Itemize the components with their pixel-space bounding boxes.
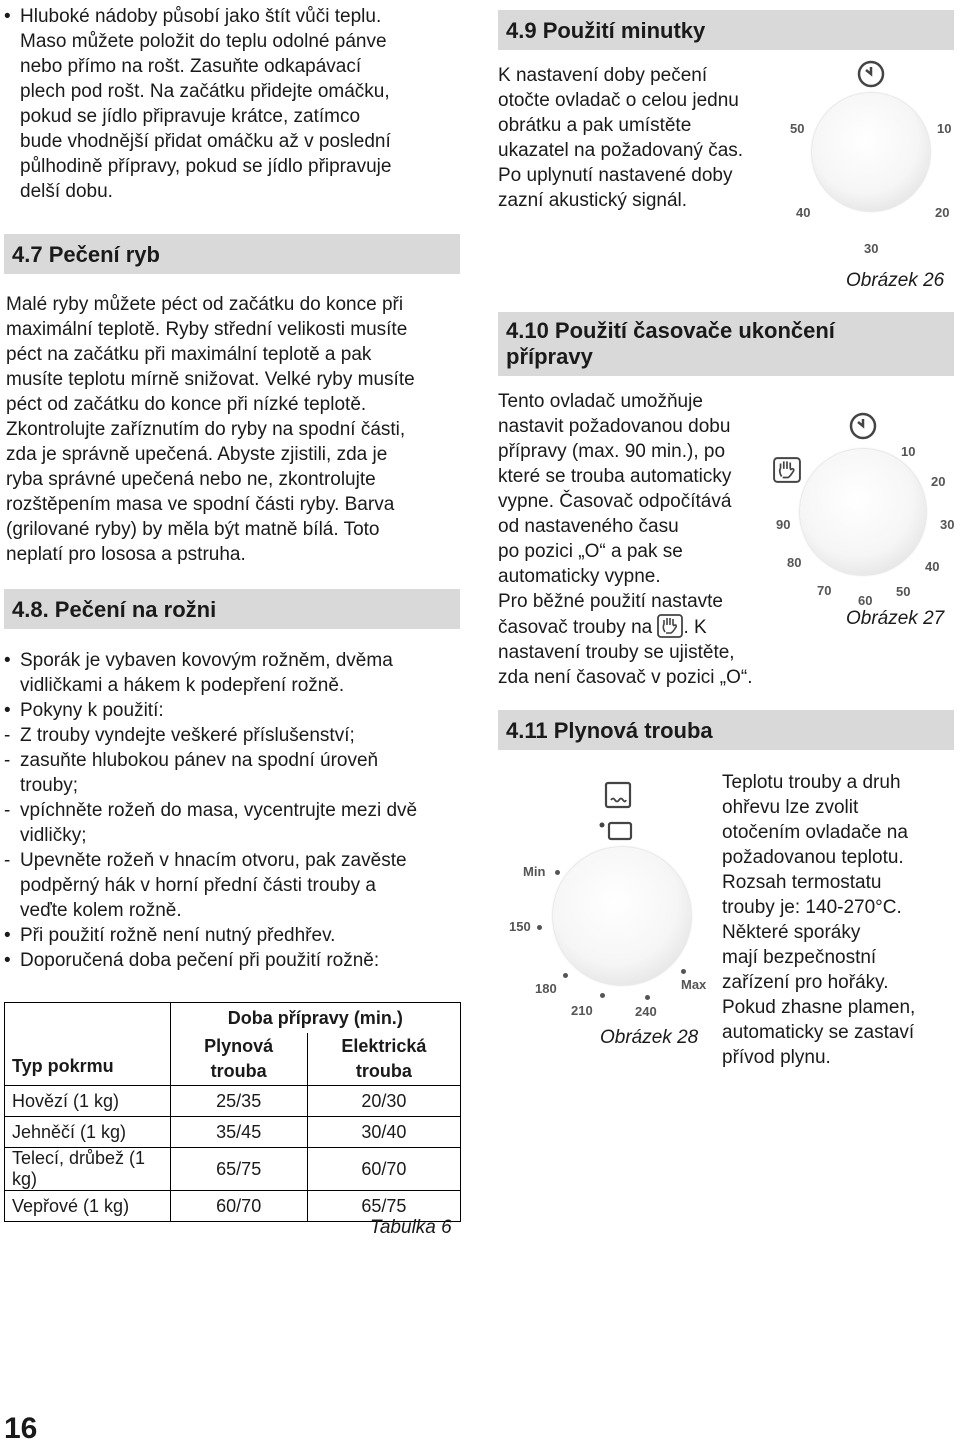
- text-line: zazní akustický signál.: [498, 190, 688, 211]
- list-item: • Sporák je vybaven kovovým rožněm, dvěma: [4, 648, 464, 673]
- dial-label: 60: [858, 593, 873, 608]
- dial-label: 40: [796, 205, 811, 220]
- cell: Jehněčí (1 kg): [5, 1117, 171, 1148]
- dial-label: 240: [635, 1004, 657, 1019]
- cell: 30/40: [307, 1117, 460, 1148]
- text-line: otočením ovladače na: [722, 822, 908, 843]
- list-item: - Z trouby vyndejte veškeré příslušenství;: [4, 723, 464, 748]
- heading-line: 4.10 Použití časovače ukončení: [506, 318, 835, 343]
- section-4-9-text: [498, 63, 788, 213]
- text-line: automaticky se zastaví: [722, 1022, 915, 1043]
- intro-line: Maso můžete položit do teplu odolné pánve: [20, 31, 387, 52]
- dial-dot: [645, 995, 650, 1000]
- list-item: trouby;: [20, 775, 79, 796]
- text-line: Některé sporáky: [722, 922, 861, 943]
- text-line: zda není časovač v pozici „O“.: [498, 667, 753, 688]
- col-header-gas: Plynová trouba: [170, 1033, 307, 1086]
- text-line: neplatí pro lososa a pstruha.: [6, 544, 246, 565]
- text-line: nastavit požadovanou dobu: [498, 416, 731, 437]
- figure-28-caption: Obrázek 28: [600, 1027, 699, 1048]
- text-line: nastavení trouby se ujistěte,: [498, 642, 735, 663]
- list-item: vidličkami a hákem k podepření rožně.: [20, 675, 345, 696]
- cell: Hovězí (1 kg): [5, 1086, 171, 1117]
- intro-line: pokud se jídlo připravuje krátce, zatímco: [20, 106, 361, 127]
- dial-label: 50: [896, 584, 911, 599]
- text-line: přívod plynu.: [722, 1047, 831, 1068]
- grill-icon: [597, 820, 637, 842]
- section-4-7-heading: 4.7 Pečení ryb: [4, 234, 460, 274]
- text-line: od nastaveného času: [498, 516, 679, 537]
- dial-label: 20: [935, 205, 950, 220]
- dial-label: 180: [535, 981, 557, 996]
- dial-label: Max: [681, 977, 707, 992]
- text-line: ukazatel na požadovaný čas.: [498, 140, 744, 161]
- text-line: K nastavení doby pečení: [498, 65, 708, 86]
- intro-line: • Hluboké nádoby působí jako štít vůči teplu.: [4, 4, 464, 29]
- text-line: péct od začátku do konce při nízké teplotě.: [6, 394, 367, 415]
- text-line: otočte ovladač o celou jednu: [498, 90, 739, 111]
- list-item: - vpíchněte rožeň do masa, vycentrujte mezi dvě: [4, 798, 464, 823]
- cell: 65/75: [307, 1191, 460, 1222]
- dial-label: 90: [776, 517, 791, 532]
- text-line: musíte teplotu mírně snižovat. Velké ryby musíte: [6, 369, 415, 390]
- dial-dot: [600, 993, 605, 998]
- clock-icon: [848, 411, 878, 441]
- oven-bottom-heat-icon: [603, 780, 633, 810]
- list-item: veďte kolem rožně.: [20, 900, 182, 921]
- list-item: • Pokyny k použití:: [4, 698, 464, 723]
- text-line: vypne. Časovač odpočítává: [498, 491, 732, 512]
- text-line: automaticky vypne.: [498, 566, 661, 587]
- text-line: ryba správné upečená nebo ne, zkontrolujte: [6, 469, 376, 490]
- end-of-cooking-knob[interactable]: [800, 449, 926, 575]
- intro-line: nebo přímo na rošt. Zasuňte odkapávací: [20, 56, 362, 77]
- gas-oven-knob[interactable]: [553, 847, 691, 985]
- intro-line: bude vhodnější přidat omáčku až v poslední: [20, 131, 391, 152]
- cell: 35/45: [170, 1117, 307, 1148]
- minute-timer-knob[interactable]: [812, 93, 930, 211]
- text-line: trouby je: 140-270°C.: [722, 897, 902, 918]
- text-line: po pozici „O“ a pak se: [498, 541, 683, 562]
- gas-oven-dial-figure: [505, 775, 715, 1025]
- clock-icon: [856, 59, 886, 89]
- text-line: péct na začátku při maximální teplotě a pak: [6, 344, 372, 365]
- cell: Telecí, drůbež (1 kg): [5, 1148, 171, 1191]
- text-line: zařízení pro hořáky.: [722, 972, 889, 993]
- text-line: požadovanou teplotu.: [722, 847, 904, 868]
- text-line: mají bezpečnostní: [722, 947, 877, 968]
- list-item: • Při použití rožně není nutný předhřev.: [4, 923, 464, 948]
- dial-dot: [555, 870, 560, 875]
- dial-label: 150: [509, 919, 531, 934]
- col-header-electric: Elektrická trouba: [307, 1033, 460, 1086]
- page-number: 16: [4, 1412, 38, 1445]
- dial-dot: [563, 973, 568, 978]
- table-caption: Tabulka 6: [370, 1217, 452, 1238]
- text-line: které se trouba automaticky: [498, 466, 732, 487]
- text-line: Malé ryby můžete péct od začátku do konce při: [6, 294, 404, 315]
- text-line: Pokud zhasne plamen,: [722, 997, 916, 1018]
- list-item: - zasuňte hlubokou pánev na spodní úroveň: [4, 748, 464, 773]
- intro-line: půlhodině přípravy, pokud se jídlo připravuje: [20, 156, 392, 177]
- section-4-7-text: [6, 292, 466, 567]
- table-row: [5, 1148, 461, 1191]
- text-line: obrátku a pak umístěte: [498, 115, 692, 136]
- hand-manual-icon: [657, 614, 683, 638]
- dial-label: 80: [787, 555, 802, 570]
- text-line: přípravy (max. 90 min.), po: [498, 441, 726, 462]
- section-4-11-text: [722, 770, 958, 1070]
- text-line: zda je správně upečená. Abyste zjistili, zda je: [6, 444, 388, 465]
- minute-timer-dial-figure: [780, 55, 960, 265]
- list-item: • Doporučená doba pečení při použití rožně:: [4, 948, 464, 973]
- text-line: Po uplynutí nastavené doby: [498, 165, 733, 186]
- dial-label: 40: [925, 559, 940, 574]
- dial-label: 30: [864, 241, 879, 256]
- figure-26-caption: Obrázek 26: [846, 270, 945, 291]
- text-line: Pro běžné použití nastavte: [498, 591, 723, 612]
- text-line: Rozsah termostatu: [722, 872, 882, 893]
- dial-label: 210: [571, 1003, 593, 1018]
- dial-label: 10: [901, 444, 916, 459]
- col-header-time: Doba přípravy (min.): [170, 1003, 460, 1034]
- cell: 60/70: [170, 1191, 307, 1222]
- intro-line: delší dobu.: [20, 181, 113, 202]
- dial-label: 20: [931, 474, 946, 489]
- list-item: vidličky;: [20, 825, 87, 846]
- text-line: Tento ovladač umožňuje: [498, 391, 703, 412]
- cell: 20/30: [307, 1086, 460, 1117]
- section-4-8-heading: 4.8. Pečení na rožni: [4, 589, 460, 629]
- text-line: (grilované ryby) by měla být matně bílá. Toto: [6, 519, 380, 540]
- end-of-cooking-timer-figure: [770, 405, 958, 608]
- section-4-8-list: [4, 648, 464, 973]
- cell: 60/70: [307, 1148, 460, 1191]
- dial-label: 30: [940, 517, 955, 532]
- dial-dot: [681, 969, 686, 974]
- dial-label: Min: [523, 864, 546, 879]
- dial-label: 70: [817, 583, 832, 598]
- figure-27-caption: Obrázek 27: [846, 608, 945, 629]
- text-line: rozštěpením masa ve spodní části ryby. Barva: [6, 494, 395, 515]
- cooking-time-table: [4, 1002, 461, 1222]
- text-line: Zkontrolujte zaříznutím do ryby na spodní části,: [6, 419, 406, 440]
- section-4-10-heading: [498, 312, 954, 376]
- table-row: [5, 1117, 461, 1148]
- text-line: ohřevu lze zvolit: [722, 797, 859, 818]
- cell: 65/75: [170, 1148, 307, 1191]
- dial-label: 10: [937, 121, 952, 136]
- list-item: - Upevněte rožeň v hnacím otvoru, pak zavěste: [4, 848, 464, 873]
- cell: Vepřové (1 kg): [5, 1191, 171, 1222]
- heading-line: přípravy: [506, 344, 593, 369]
- section-4-11-heading: 4.11 Plynová trouba: [498, 710, 954, 750]
- text-line: Teplotu trouby a druh: [722, 772, 901, 793]
- section-4-9-heading: 4.9 Použití minutky: [498, 10, 954, 50]
- dial-dot: [537, 925, 542, 930]
- col-header-type: Typ pokrmu: [5, 1003, 171, 1086]
- hand-manual-icon: [773, 457, 801, 483]
- intro-paragraph: [4, 4, 464, 204]
- dial-label: 50: [790, 121, 805, 136]
- text-line: maximální teplotě. Ryby střední velikosti musíte: [6, 319, 408, 340]
- intro-line: plech pod rošt. Na začátku přidejte omáčku,: [20, 81, 390, 102]
- cell: 25/35: [170, 1086, 307, 1117]
- table-row: [5, 1086, 461, 1117]
- text-line: časovač trouby na . K: [498, 614, 798, 640]
- list-item: podpěrný hák v horní přední části trouby a: [20, 875, 376, 896]
- section-4-10-text: [498, 389, 798, 690]
